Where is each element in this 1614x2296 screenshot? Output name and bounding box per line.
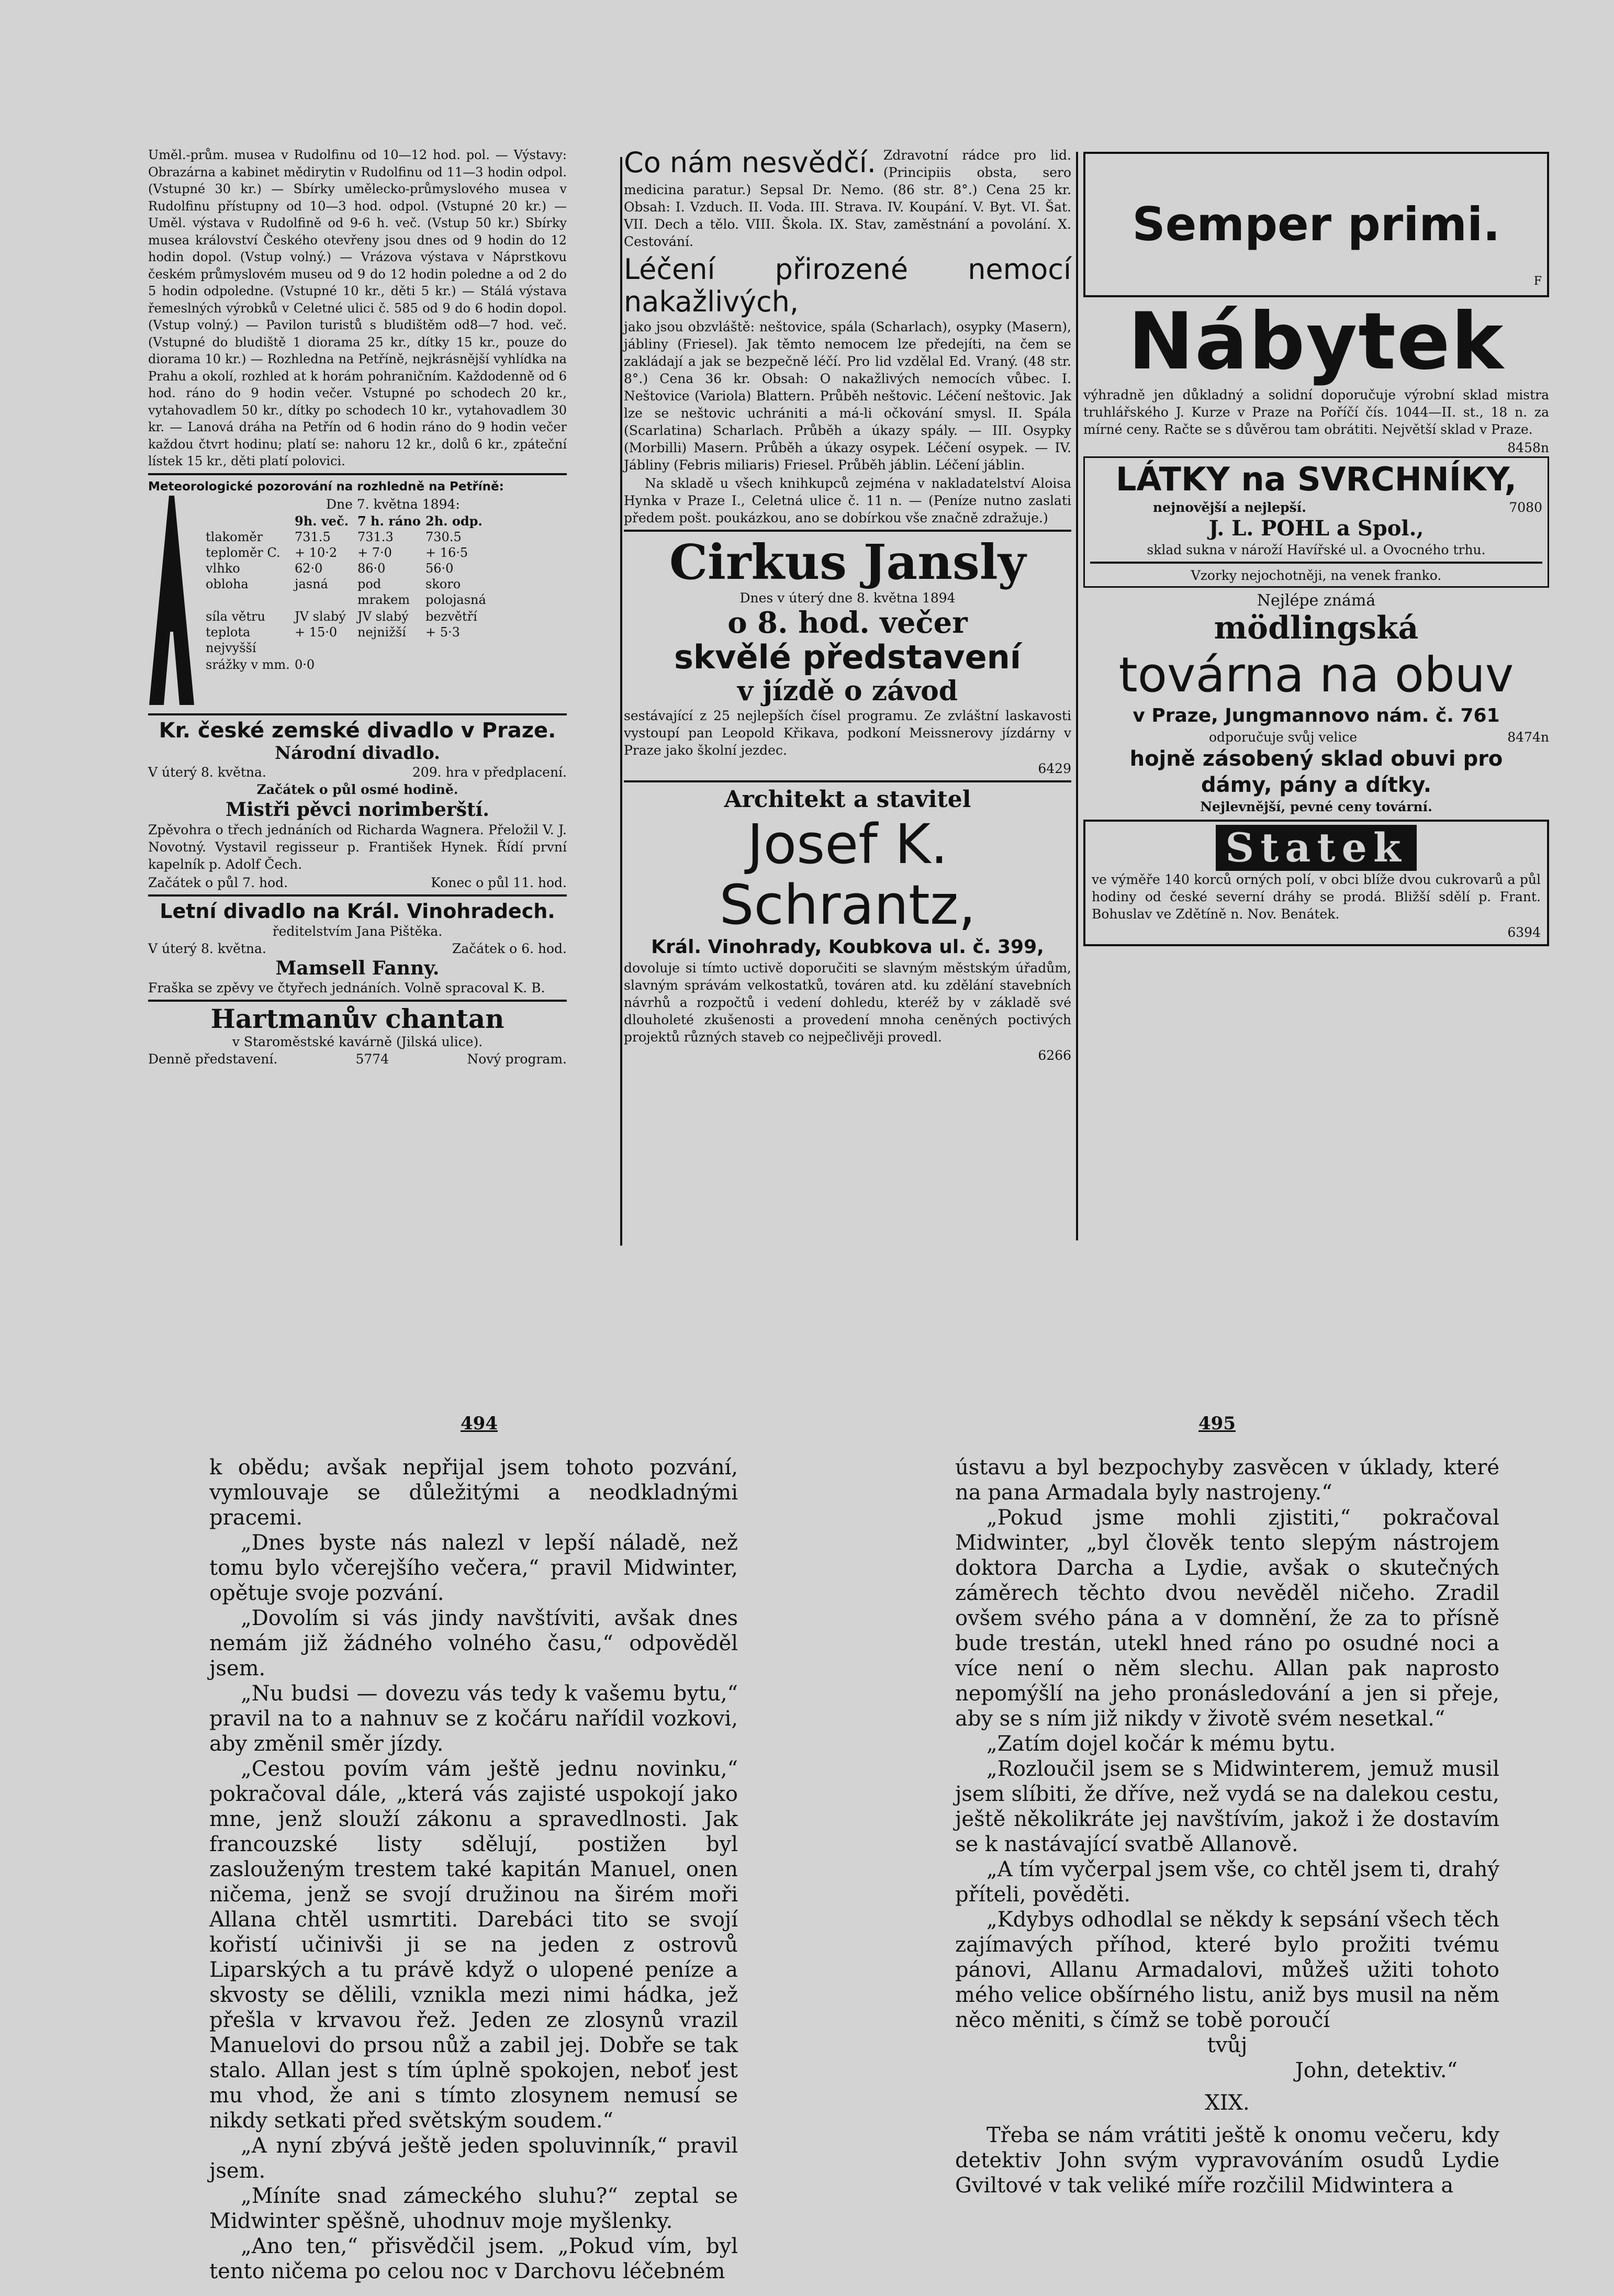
estate-title-wrap: [1092, 825, 1541, 871]
story-paragraph: ústavu a byl bezpochyby zasvěcen v úklady, které na pana Armadala byly nastrojeny.“: [955, 1455, 1499, 1505]
circus-number-row: [624, 760, 1071, 777]
column-rule: [620, 157, 622, 1246]
circus-description: sestávající z 25 nejlepších čísel programu. Ze zvláštní laskavosti vystoupí pan Leopold Křikava, podkoní Meissnerovy jízdárny v Praze jako školní jezdec.: [624, 708, 1071, 758]
meteo-row: teplota nejvyšší + 15·0 nejnižší + 5·3: [206, 624, 460, 655]
theatre2-subtitle: ředitelstvím Jana Pištěka.: [272, 923, 443, 939]
shoe-recommend-row: [1083, 729, 1549, 746]
circus-title: Cirkus Jansly: [669, 534, 1026, 590]
theatre2-title: Letní divadlo na Král. Vinohradech.: [160, 899, 555, 923]
shoe-who: dámy, pány a dítky.: [1201, 773, 1432, 797]
right-column: [1083, 152, 1549, 946]
story-left-column: [209, 1455, 738, 2284]
divider: [148, 713, 567, 715]
chantant-row: [148, 1050, 567, 1068]
story-paragraph: „Míníte snad zámeckého sluhu?“ zeptal se Midwinter spěšně, uhodnuv moje myšlenky.: [209, 2184, 738, 2233]
story-signoff: tvůj: [1207, 2033, 1248, 2057]
chantant-subtitle: v Staroměstské kavárně (Jilská ulice).: [232, 1034, 483, 1049]
theatre2-play: Mamsell Fanny.: [275, 957, 440, 979]
ad2-text: jako jsou obzvláště: neštovice, spála (Scharlach), osypky (Masern), jábliny (Friesel). Jak těmto nemocem lze předejíti, na čem se zakládají a jak se bezpečně léčí. Pro lid vzdělal Ed. Vraný. (48 str. 8°.) Cena 36 kr. Obsah: O nakažlivých nemocích vůbec. I. Neštovice (Variola) Blattern. Průběh neštovic. Léčení neštovic. Jak lze se neštovic uchrániti a má-li očkování smysl. II. Spála (Scarlatina) Scharlach. Průběh a úkazy spály. — III. Osypky (Morbilli) Masern. Průběh a úkazy osypek. Léčení osypek. — IV. Jábliny (Febris miliaris) Friesel. Průběh jáblin. Léčení jáblin.: [624, 319, 1071, 473]
meteo-row: obloha jasná pod mrakem skoro polojasná: [206, 576, 486, 607]
estate-box: [1083, 820, 1549, 946]
semper-slogan: Semper primi.: [1132, 197, 1500, 251]
meteo-row: teploměr C. + 10·2 + 7·0 + 16·5: [206, 545, 468, 560]
cloth-note: Vzorky nejochotněji, na venek franko.: [1191, 568, 1442, 583]
ad2-title: Léčení přirozené nemocí nakažlivých,: [624, 253, 1071, 318]
shoe-brand: mödlingská: [1214, 610, 1419, 646]
theatre2-date-row: [148, 940, 567, 957]
divider: [148, 894, 567, 897]
divider: [148, 1000, 567, 1002]
story-paragraph: „A nyní zbývá ještě jeden spoluvinník,“ pravil jsem.: [209, 2134, 738, 2183]
theatre1-title: Kr. české zemské divadlo v Praze.: [159, 718, 556, 743]
furniture-title: Nábytek: [1128, 296, 1505, 387]
cloth-number: 7080: [1509, 500, 1542, 515]
story-paragraph: Třeba se nám vrátiti ještě k onomu večeru, kdy detektiv John svým vypravováním osudů Lydie Gviltové v tak veliké míře rozčilil Midwintera a: [955, 2123, 1499, 2198]
estate-number: 6394: [1507, 925, 1541, 940]
circus-time: o 8. hod. večer: [727, 606, 968, 640]
cloth-title: LÁTKY na SVRCHNÍKY,: [1115, 460, 1517, 498]
story-paragraph: „Dnes byste nás nalezl v lepší náladě, než tomu bylo včerejšího večera,“ pravil Midwinter, opětuje svoje pozvání.: [209, 1531, 738, 1605]
story-paragraph: „Pokud jsme mohli zjistiti,“ pokračoval Midwinter, „byl člověk tento slepým nástrojem doktora Darcha a Lydie, avšak o skutečných záměrech těchto dvou nevěděl ničeho. Zradil ovšem svého pána a v domnění, že za to přísně bude trestán, utekl hned ráno po osudné noci a více není o něm slechu. Allan pak naprosto nepomýšlí na jeho pronásledování a jen si přeje, aby se s ním již nikdy v životě svém nesetkal.“: [955, 1506, 1499, 1731]
furniture-number-row: [1083, 439, 1549, 456]
story-paragraph: „Kdybys odhodlal se někdy k sepsání všech těch zajímavých příhod, které bylo prožiti tvému pánovi, Allanu Armadalovi, můžeš užiti tohoto mého velice obšírného listu, aniž bys musil na něm něco měniti, s čímž se tobě poroučí: [955, 1908, 1499, 2032]
estate-text: ve výměře 140 korců orných polí, v obci blíže dvou cukrovarů a půl hodiny od české severní dráhy se prodá. Bližší sdělí p. Frant. Bohuslav ve Zdětíně n. Nov. Benátek.: [1092, 872, 1541, 922]
meteo-row: tlakoměr 731.5 731.3 730.5: [206, 529, 462, 544]
theatre2-description: Fraška se zpěvy ve čtyřech jednáních. Volně spracoval K. B.: [148, 980, 545, 995]
story-paragraph: „A tím vyčerpal jsem vše, co chtěl jsem ti, drahý příteli, pověděti.: [955, 1857, 1499, 1907]
theatre1-performance: 209. hra v předplacení.: [412, 764, 567, 780]
story-paragraph: k obědu; avšak nepřijal jsem tohoto pozvání, vymlouvaje se důležitými a neodkladnými pracemi.: [209, 1455, 738, 1530]
semper-mark: F: [1533, 275, 1542, 288]
shoe-prices: Nejlevnější, pevné ceny tovární.: [1200, 799, 1432, 814]
chantant-program: Nový program.: [467, 1051, 567, 1067]
chapter-heading: XIX.: [1205, 2091, 1250, 2115]
arch-title: Architekt a stavitel: [724, 786, 971, 813]
arch-number-row: [624, 1047, 1071, 1064]
cloth-sub-row: [1090, 499, 1542, 516]
cloth-subtitle: nejnovější a nejlepší.: [1153, 500, 1306, 515]
arch-number: 6266: [1038, 1048, 1071, 1063]
shoe-address: v Praze, Jungmannovo nám. č. 761: [1133, 705, 1500, 726]
meteo-table: [206, 513, 494, 673]
museum-info: Uměl.-prům. musea v Rudolfinu od 10—12 hod. pol. — Výstavy: Obrazárna a kabinet mědirytin v Rudolfinu od 11—3 hodin odpol. (Vstupné 30 kr.) — Sbírky umělecko-průmyslového musea v Rudolfinu přístupny od 10—3 hod. odpol. (Vstupné 20 kr.) — Uměl. výstava v Rudolfině od 9-6 h. več. (Vstup 50 kr.) Sbírky musea království Českého otevřeny jsou dnes od 9 hodin do 12 hodin dopol. (Vstup volný.) — Vrázova výstava v Náprstkovu českém průmyslovém museu od 9 do 12 hodin poledne a od 2 do 5 hodin odpoledne. (Vstupné 10 kr., děti 5 kr.) — Stálá výstava řemeslných výrobků v Celetné ulici č. 585 od 9 do 6 hodin dopol. (Vstup volný.) — Pavilon turistů s bludištěm od8—7 hod. več. (Vstupné do bludiště 1 diorama 25 kr., dítky 15 kr., pouze do diorama 10 kr.) — Rozhledna na Petříně, nejkrásnější vyhlídka na Prahu a okolí, rozhled at k horám pohraničním. Každodenně od 6 hod. ráno do 9 hodin večer. Vstupné po schodech 20 kr., vytahovadlem 50 kr., dítky po schodech 10 kr., vytahovadlem 30 kr. — Lanová dráha na Petřín od 6 hodin ráno do 9 hodin večer každou čtvrt hodinu; platí se: nahoru 12 kr., dolů 6 kr., zpáteční lístek 15 kr., děti platí polovici.: [148, 148, 567, 468]
theatre1-start: Začátek o půl osmé hodině.: [256, 781, 458, 797]
theatre1-begin: Začátek o půl 7. hod.: [148, 875, 288, 890]
arch-text: dovoluje si tímto uctivě doporučiti se slavným městským úřadům, slavným správám velkostatků, továren atd. ku zdělání stavebních návrhů a rozpočtů i vedení dohledu, kteréž by v základě své dlouholeté zkušenosti a provedení mnoha ceněných poctivých projektů různých staveb co nejpečlivěji provedl.: [624, 960, 1071, 1045]
meteo-row: vlhko 62·0 86·0 56·0: [206, 561, 454, 576]
estate-number-row: [1092, 924, 1541, 941]
circus-number: 6429: [1038, 761, 1071, 776]
furniture-text: výhradně jen důkladný a solidní doporučuje výrobní sklad mistra truhlářského J. Kurze v Praze na Poříčí čís. 1044—II. st., 18 n. za mírné ceny. Račte se s důvěrou tam obrátiti. Největší sklad v Praze.: [1083, 387, 1549, 437]
theatre1-end: Konec o půl 11. hod.: [431, 875, 567, 890]
meteo-header: 9h. več.: [295, 513, 349, 529]
meteo-header: 2h. odp.: [425, 513, 483, 529]
story-paragraph: „Ano ten,“ přisvědčil jsem. „Pokud vím, byl tento ničema po celou noc v Darchovu léčebném: [209, 2234, 738, 2283]
divider: [1090, 562, 1542, 564]
page-number-right: 495: [1198, 1413, 1236, 1434]
story-paragraph: „Nu budsi — dovezu vás tedy k vašemu bytu,“ pravil na to a nahnuv se z kočáru nařídil vozkovi, aby změnil směr jízdy.: [209, 1682, 738, 1756]
cloth-address: sklad sukna v nároží Havířské ul. a Ovocného trhu.: [1147, 542, 1486, 557]
estate-title: Statek: [1216, 825, 1416, 871]
story-paragraph: „Rozloučil jsem se s Midwinterem, jemuž musil jsem slíbiti, že dříve, než vydá se na dalekou cestu, ještě několikráte jej navštívím, jakož i že dostavím se k nastávající svatbě Allanově.: [955, 1757, 1499, 1856]
page-number-left: 494: [461, 1413, 498, 1434]
eiffel-tower-illustration: [148, 496, 195, 705]
arch-name: Josef K. Schrantz,: [719, 812, 976, 937]
cloth-firm: J. L. POHL a Spol.,: [1208, 516, 1424, 541]
meteo-row: síla větru JV slabý JV slabý bezvětří: [206, 609, 477, 624]
furniture-number: 8458n: [1507, 440, 1549, 455]
story-right-column: [955, 1455, 1499, 2198]
shoe-title: továrna na obuv: [1118, 647, 1514, 703]
divider: [624, 530, 1071, 532]
circus-subtitle: v jízdě o závod: [737, 675, 958, 707]
theatre2-start: Začátek o 6. hod.: [452, 940, 567, 956]
shoe-recommend: odporučuje svůj velice: [1209, 730, 1358, 745]
meteo-title: Meteorologické pozorování na rozhledně na Petříně:: [148, 479, 504, 494]
ad1-title: Co nám nesvědčí.: [624, 146, 876, 179]
chantant-number: 5774: [355, 1051, 389, 1067]
meteo-row: srážky v mm. 0·0: [206, 657, 315, 672]
ad2-footer: Na skladě u všech knihkupců zejména v nakladatelství Aloisa Hynka v Praze I., Celetná ulice č. 11 n. — (Peníze nutno zaslati předem pošt. poukázkou, ano se dobírkou vše značně zdražuje.): [624, 476, 1071, 525]
left-column: [148, 147, 567, 1068]
meteo-date: Dne 7. května 1894:: [326, 496, 460, 512]
arch-address: Král. Vinohrady, Koubkova ul. č. 399,: [651, 936, 1044, 958]
chantant-title: Hartmanův chantan: [210, 1003, 505, 1034]
shoe-number: 8474n: [1507, 730, 1549, 745]
meteo-block: [148, 496, 567, 710]
ad1-text: Zdravotní rádce pro lid. (Principiis obsta, sero medicina paratur.) Sepsal Dr. Nemo. (86 str. 8°.) Cena 25 kr. Obsah: I. Vzduch. II. Voda. III. Strava. IV. Koupání. V. Byt. VI. Šat. VII. Dech a tělo. VIII. Škola. IX. Stav, zaměstnání a povolání. X. Cestování.: [624, 148, 1071, 249]
theatre1-date-row: [148, 764, 567, 781]
theatre1-description: Zpěvohra o třech jednáních od Richarda Wagnera. Přeložil V. J. Novotný. Vystavil regisseur p. František Hynek. Řídí první kapelník p. Adolf Čech.: [148, 822, 567, 872]
column-rule: [1076, 152, 1078, 1240]
chantant-daily: Denně představení.: [148, 1051, 278, 1067]
theatre2-date: V úterý 8. května.: [148, 940, 266, 956]
story-paragraph: „Zatím dojel kočár k mému bytu.: [987, 1732, 1336, 1756]
shoe-stock: hojně zásobený sklad obuvi pro: [1129, 747, 1503, 771]
middle-column: [624, 147, 1071, 1064]
circus-date: Dnes v úterý dne 8. května 1894: [739, 590, 956, 606]
story-paragraph: „Dovolím si vás jindy navštíviti, avšak dnes nemám již žádného volného času,“ odpověděl jsem.: [209, 1606, 738, 1681]
shoe-known: Nejlépe známá: [1257, 591, 1376, 610]
theatre1-subtitle: Národní divadlo.: [274, 742, 441, 764]
divider: [148, 473, 567, 475]
story-signature: John, detektiv.“: [1295, 2058, 1458, 2082]
semper-box: [1083, 152, 1549, 297]
theatre1-times: [148, 874, 567, 891]
theatre1-date: V úterý 8. května.: [148, 764, 266, 780]
theatre1-play: Mistři pěvci norimberští.: [226, 798, 489, 821]
circus-show: skvělé představení: [674, 638, 1022, 676]
divider: [624, 780, 1071, 782]
cloth-box: [1083, 456, 1549, 588]
meteo-header-row: [206, 513, 494, 529]
meteo-header: 7 h. ráno: [357, 513, 421, 529]
story-paragraph: „Cestou povím vám ještě jednu novinku,“ pokračoval dále, „která vás zajisté uspokojí jako mne, jenž slouží zákonu a spravedlnosti. Jak francouzské listy sdělují, postižen byl zaslouženým trestem také kapitán Manuel, onen ničema, jenž se svojí družinou na širém moři Allana chtěl usmrtiti. Darebáci tito se svojí kořistí učinivši ji se na jeden z ostrovů Liparských a tu právě když o ulopené peníze a skvosty se dělili, vznikla mezi nimi hádka, jež přešla v krvavou řež. Jeden ze zlosynů vrazil Manuelovi do prsou nůž a zabil jej. Dobře se tak stalo. Allan jest s tím úplně spokojen, neboť jest mu vhod, že ani s tímto zlosynem nemusí se nikdy setkati před světským soudem.“: [209, 1757, 738, 2133]
